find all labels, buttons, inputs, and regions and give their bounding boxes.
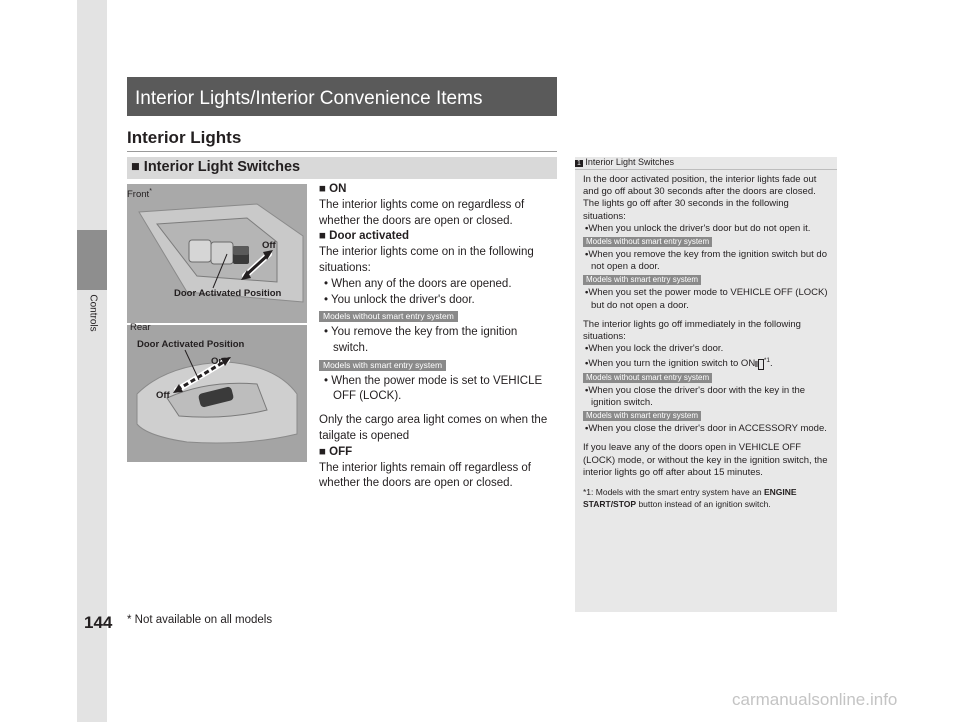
front-label	[127, 188, 152, 200]
off-description: The interior lights remain off regardless of whether the doors are open or closed.	[319, 461, 531, 490]
on-description: The interior lights come on regardless of whether the doors are open or closed.	[319, 198, 525, 227]
door-bullet-remove-key: • You remove the key from the ignition switch.	[324, 326, 518, 354]
info-bullet-unlock: •When you unlock the driver's door but do not open it.	[585, 222, 811, 234]
info-footnote-pre: *1: Models with the smart entry system have an	[583, 487, 762, 498]
info-footnote-bold: ENGINE START/STOP	[583, 487, 797, 510]
subsection-marker: ■	[131, 159, 140, 175]
availability-footnote: * Not available on all models	[127, 614, 273, 626]
info-immediate-intro: The interior lights go off immediately in the following situations:	[583, 318, 801, 343]
ignition-position-ii-icon: II	[758, 359, 764, 370]
side-tab-active-marker	[77, 230, 107, 290]
info-bullet-ignition-end: .	[769, 358, 773, 370]
off-heading: ■ OFF	[319, 445, 353, 458]
section-divider	[127, 151, 557, 152]
section-title: Interior Lights	[127, 128, 242, 147]
info-bullet-ignition-on: •When you turn the ignition switch to ON II $^{*1}$.	[585, 357, 773, 370]
light-switch-figure	[127, 184, 307, 462]
door-bullet-doors-opened: • When any of the doors are opened.	[324, 277, 512, 290]
page-number: 144	[84, 613, 113, 632]
info-tag-with-smart-entry-2: Models with smart entry system	[583, 411, 701, 421]
info-bullet-accessory-text: When you close the driver's door in ACCESSORY mode.	[588, 423, 827, 435]
info-panel-heading-text: Interior Light Switches	[585, 157, 674, 167]
on-label-rear: On	[211, 356, 225, 367]
info-panel-rule	[575, 169, 837, 170]
info-bullet-close-with-key: •When you close the driver's door with the key in the ignition switch.	[585, 384, 806, 408]
info-bullet-close-with-key-text: When you close the driver's door with the key in the ignition switch.	[588, 384, 806, 408]
model-tag-with-smart-entry: Models with smart entry system	[319, 360, 446, 371]
info-footnote-post: button instead of an ignition switch.	[638, 499, 771, 510]
main-text-column	[319, 182, 554, 492]
info-30s-intro: The lights go off after 30 seconds in the following situations:	[583, 198, 789, 222]
model-tag-without-smart-entry: Models without smart entry system	[319, 311, 458, 322]
door-bullet-power-mode: • When the power mode is set to VEHICLE OFF (LOCK).	[324, 374, 543, 403]
info-bullet-power-mode: •When you set the power mode to VEHICLE OFF (LOCK) but do not open a door.	[585, 287, 828, 311]
off-label-front: Off	[262, 240, 276, 251]
side-tab-controls[interactable]: Controls	[87, 294, 99, 332]
info-tag-with-smart-entry-1: Models with smart entry system	[583, 275, 701, 285]
info-panel-marker: 1	[577, 160, 581, 167]
info-bullet-lock: •When you lock the driver's door.	[585, 343, 724, 355]
info-fade-out-text: In the door activated position, the interior lights fade out and go off about 30 seconds after the doors are closed.	[583, 174, 817, 198]
door-activated-label-front: Door Activated Position	[174, 288, 282, 299]
info-bullet-accessory: •When you close the driver's door in ACCESSORY mode.	[585, 423, 827, 435]
info-bullet-unlock-text: When you unlock the driver's door but do not open it.	[588, 222, 811, 234]
info-15-minutes-text: If you leave any of the doors open in VEHICLE OFF (LOCK) mode, or without the key in the ignition switch, the interior lights go off after about 15 minutes.	[583, 442, 828, 478]
front-star: *	[149, 188, 152, 195]
rear-label: Rear	[130, 322, 151, 333]
info-bullet-lock-text: When you lock the driver's door.	[588, 343, 724, 355]
info-panel-heading	[575, 157, 674, 167]
cargo-light-note: Only the cargo area light comes on when the tailgate is opened	[319, 414, 548, 442]
door-bullet-unlock: • You unlock the driver's door.	[324, 293, 475, 306]
switch-illustration	[127, 184, 307, 462]
info-tag-without-smart-entry-1: Models without smart entry system	[583, 237, 712, 247]
watermark: carmanualsonline.info	[732, 690, 898, 709]
front-label-text: Front	[127, 189, 150, 201]
info-bullet-remove-key-text: When you remove the key from the ignition switch but do not open a door.	[588, 249, 828, 273]
info-bullet-remove-key: •When you remove the key from the ignition switch but do not open a door.	[585, 249, 828, 273]
info-panel-body	[583, 174, 829, 510]
info-bullet-ignition-text: When you turn the ignition switch to ON	[588, 358, 756, 370]
info-footnote	[583, 486, 829, 510]
page-title: Interior Lights/Interior Convenience Items	[135, 88, 483, 109]
footnote-ref-1: *1	[763, 357, 770, 365]
door-activated-heading: ■ Door activated	[319, 230, 410, 243]
door-activated-label-rear: Door Activated Position	[137, 339, 245, 350]
info-tag-without-smart-entry-2: Models without smart entry system	[583, 373, 712, 383]
subsection-title	[131, 159, 300, 175]
door-activated-description: The interior lights come on in the following situations:	[319, 246, 534, 274]
off-label-rear: Off	[156, 390, 170, 401]
on-heading: ■ ON	[319, 183, 347, 195]
subsection-label: Interior Light Switches	[143, 159, 301, 175]
info-bullet-power-mode-text: When you set the power mode to VEHICLE OFF (LOCK) but do not open a door.	[588, 287, 828, 311]
